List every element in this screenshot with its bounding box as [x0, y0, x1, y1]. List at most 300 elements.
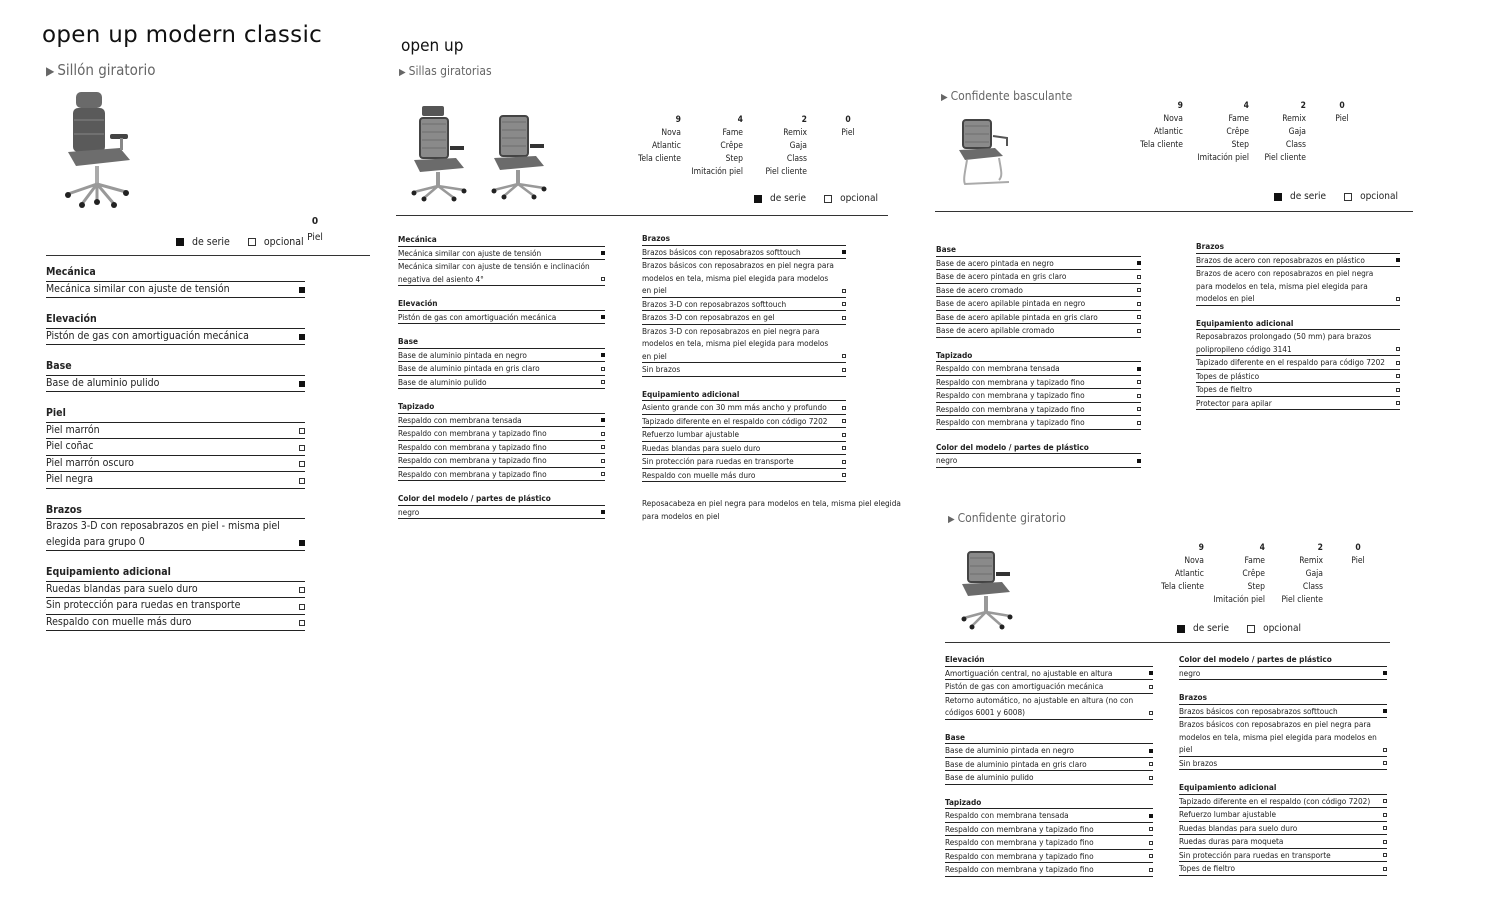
optional-marker-icon — [1383, 867, 1387, 871]
spec-row — [1179, 757, 1387, 771]
spec-item-text: Base de aluminio pulido — [398, 376, 487, 387]
price-name: Crêpe — [1226, 127, 1249, 137]
optional-marker-icon — [299, 620, 305, 626]
subtitle-basculante — [941, 89, 1072, 103]
spec-row — [46, 615, 305, 632]
spec-section-title: Color del modelo / partes de plástico — [398, 492, 605, 506]
optional-marker-icon — [842, 354, 846, 358]
spec-item-text: Sin protección para ruedas en transporte — [642, 456, 794, 466]
triangle-icon: ▶ — [399, 67, 406, 78]
optional-marker-icon — [299, 604, 305, 610]
spec-row — [945, 758, 1153, 772]
price-count: 0 — [311, 216, 319, 227]
spec-section — [642, 232, 846, 377]
spec-row — [398, 376, 605, 390]
spec-item-text: Brazos 3-D con reposabrazos softtouch — [642, 298, 787, 309]
spec-section-title: Brazos — [46, 503, 305, 520]
subtitle-text: Sillas giratorias — [408, 64, 492, 78]
spec-item-text: Topes de plástico — [1196, 370, 1260, 381]
price-count: 4 — [1243, 101, 1249, 111]
spec-row — [945, 680, 1153, 694]
spec-item-text: Respaldo con membrana y tapizado fino — [936, 376, 1085, 387]
spec-item-text: Respaldo con muelle más duro — [642, 469, 756, 480]
spec-row — [642, 401, 846, 415]
spec-item-text: Base de acero apilable cromado — [936, 325, 1055, 335]
optional-marker-icon — [1383, 799, 1387, 803]
spec-row — [1179, 849, 1387, 863]
triangle-icon: ▶ — [948, 514, 955, 525]
spec-item-text: Brazos 3-D con reposabrazos en piel negra para modelos en tela, misma piel elegida para modelos en piel — [642, 325, 829, 361]
optional-marker-icon — [601, 277, 605, 281]
price-group-0 — [1346, 542, 1370, 568]
spec-row — [936, 257, 1141, 271]
specs-modern-classic — [46, 265, 305, 631]
price-count: 9 — [675, 115, 681, 125]
price-name: Crêpe — [720, 141, 743, 151]
price-name: Step — [725, 154, 743, 164]
price-group-9 — [1127, 100, 1183, 152]
standard-marker-icon — [1177, 625, 1185, 633]
spec-row — [46, 329, 305, 346]
triangle-icon: ▶ — [46, 64, 55, 78]
optional-marker-icon — [842, 302, 846, 306]
optional-marker-icon — [824, 195, 832, 203]
spec-row — [46, 439, 305, 456]
header-rule — [935, 211, 1413, 212]
spec-item-text: Respaldo con membrana y tapizado fino — [398, 455, 547, 465]
standard-marker-icon — [176, 238, 184, 246]
price-name: Crêpe — [1242, 569, 1265, 579]
standard-marker-icon — [1396, 258, 1400, 262]
optional-marker-icon — [299, 587, 305, 593]
optional-marker-icon — [1149, 762, 1153, 766]
optional-marker-icon — [842, 289, 846, 293]
standard-marker-icon — [299, 381, 305, 387]
spec-item-text: Piel marrón oscuro — [46, 456, 134, 469]
spec-item-text: Respaldo con membrana y tapizado fino — [945, 864, 1094, 874]
spec-item-text: negro — [1179, 667, 1201, 678]
standard-marker-icon — [1149, 814, 1153, 818]
standard-marker-icon — [299, 334, 305, 340]
optional-marker-icon — [1383, 853, 1387, 857]
optional-marker-icon — [1137, 288, 1141, 292]
spec-item-text: Base de aluminio pulido — [945, 772, 1034, 782]
spec-row — [945, 823, 1153, 837]
sillas-title: open up — [401, 36, 464, 56]
spec-section — [1196, 240, 1400, 306]
spec-item-text: Sin protección para ruedas en transporte — [46, 599, 241, 611]
spec-item-text: Brazos básicos con reposabrazos softtouch — [1179, 705, 1338, 716]
optional-marker-icon — [1396, 297, 1400, 301]
spec-item-text: Amortiguación central, no ajustable en altura — [945, 667, 1113, 678]
optional-marker-icon — [1396, 347, 1400, 351]
header-rule — [396, 215, 888, 216]
header-rule — [945, 642, 1390, 643]
specs-confidente-giratorio-col2 — [1179, 653, 1387, 876]
spec-section-title: Tapizado — [936, 349, 1141, 363]
spec-item-text: Piel coñac — [46, 440, 94, 452]
optional-marker-icon — [1396, 388, 1400, 392]
optional-marker-icon — [842, 419, 846, 423]
price-name: Piel — [307, 232, 323, 243]
spec-item-text: Protector para apilar — [1196, 397, 1272, 408]
spec-row — [398, 414, 605, 428]
optional-marker-icon — [1137, 275, 1141, 279]
spec-section-title: Tapizado — [398, 400, 605, 414]
spec-item-text: Respaldo con membrana tensada — [945, 810, 1069, 820]
spec-item-text: Respaldo con membrana y tapizado fino — [936, 403, 1085, 414]
optional-marker-icon — [1396, 374, 1400, 378]
spec-section — [945, 796, 1153, 877]
spec-item-text: Brazos 3-D con reposabrazos en piel - misma piel elegida para grupo 0 — [46, 520, 280, 548]
spec-item-text: Piel marrón — [46, 423, 100, 436]
price-name: Imitación piel — [1197, 153, 1249, 163]
price-name: Tela cliente — [638, 154, 681, 164]
subtitle-sillon — [46, 61, 155, 79]
optional-marker-icon — [1247, 625, 1255, 633]
optional-marker-icon — [1344, 193, 1352, 201]
spec-section-title: Elevación — [46, 312, 305, 329]
optional-marker-icon — [1383, 748, 1387, 752]
optional-marker-icon — [601, 432, 605, 436]
spec-section-title: Piel — [46, 406, 305, 423]
standard-marker-icon — [1149, 749, 1153, 753]
spec-section-title: Tapizado — [945, 796, 1153, 810]
spec-item-text: Base de acero apilable pintada en negro — [936, 298, 1086, 308]
price-count: 4 — [737, 115, 743, 125]
price-count: 2 — [801, 115, 807, 125]
spec-item-text: Respaldo con membrana y tapizado fino — [945, 823, 1094, 834]
optional-marker-icon — [299, 428, 305, 434]
optional-marker-icon — [299, 478, 305, 484]
price-name: Fame — [1228, 114, 1249, 124]
standard-marker-icon — [1383, 671, 1387, 675]
spec-row — [1196, 330, 1400, 356]
spec-item-text: Base de acero cromado — [936, 284, 1023, 295]
spec-item-text: Pistón de gas con amortiguación mecánica — [398, 311, 557, 322]
spec-section-title: Mecánica — [46, 265, 305, 282]
spec-item-text: Base de acero apilable pintada en gris claro — [936, 311, 1098, 322]
optional-marker-icon — [842, 368, 846, 372]
price-count: 0 — [1355, 543, 1361, 553]
optional-marker-icon — [1137, 302, 1141, 306]
spec-section-title: Mecánica — [398, 233, 605, 247]
chair-image-cantilever — [955, 116, 1015, 190]
spec-item-text: Respaldo con membrana y tapizado fino — [945, 837, 1094, 847]
spec-row — [398, 427, 605, 441]
spec-item-text: Respaldo con membrana y tapizado fino — [398, 428, 547, 438]
price-name: Piel cliente — [1264, 153, 1306, 163]
optional-marker-icon — [1149, 841, 1153, 845]
spec-item-text: Ruedas blandas para suelo duro — [1179, 822, 1298, 833]
optional-marker-icon — [601, 380, 605, 384]
spec-section-title: Elevación — [945, 653, 1153, 667]
legend-optional: opcional — [263, 236, 304, 248]
spec-item-text: Sin brazos — [642, 364, 681, 374]
chair-image-executive — [60, 88, 135, 210]
spec-row — [945, 667, 1153, 681]
spec-row — [398, 260, 605, 286]
spec-section — [398, 400, 605, 481]
header-rule — [46, 255, 370, 256]
subtitle-text: Sillón giratorio — [57, 61, 156, 79]
spec-row — [1179, 795, 1387, 809]
price-name: Piel — [841, 128, 855, 138]
spec-row — [642, 415, 846, 429]
spec-item-text: Tapizado diferente en el respaldo con código 7202 — [642, 415, 828, 426]
spec-item-text: negro — [398, 506, 420, 517]
spec-item-text: Reposabrazos prolongado (50 mm) para brazos polipropileno código 3141 — [1196, 331, 1372, 354]
spec-item-text: Tapizado diferente en el respaldo para código 7202 — [1196, 357, 1385, 367]
spec-section — [398, 492, 605, 519]
spec-section-title: Equipamiento adicional — [1196, 317, 1400, 331]
standard-marker-icon — [1137, 367, 1141, 371]
spec-row — [398, 468, 605, 482]
spec-row — [1179, 808, 1387, 822]
spec-row — [945, 771, 1153, 785]
legend — [1173, 623, 1315, 634]
price-name: Class — [1285, 140, 1306, 150]
legend — [1270, 191, 1412, 202]
spec-section-title: Base — [398, 335, 605, 349]
spec-row — [46, 519, 305, 551]
optional-marker-icon — [1149, 711, 1153, 715]
spec-section — [1179, 781, 1387, 876]
price-name: Fame — [722, 128, 743, 138]
spec-row — [945, 863, 1153, 877]
optional-marker-icon — [1137, 421, 1141, 425]
subtitle-confidente-giratorio — [948, 511, 1066, 525]
spec-section-title: Color del modelo / partes de plástico — [1179, 653, 1387, 667]
spec-item-text: Respaldo con membrana tensada — [936, 363, 1060, 373]
standard-marker-icon — [601, 510, 605, 514]
price-name: Class — [1302, 582, 1323, 592]
legend — [172, 236, 318, 248]
spec-row — [936, 324, 1141, 338]
spec-item-text: Base de aluminio pintada en gris claro — [398, 363, 540, 373]
chair-image-mesh-low — [488, 112, 550, 202]
price-name: Remix — [783, 128, 807, 138]
legend-standard: de serie — [1193, 623, 1230, 634]
spec-item-text: Brazos de acero con reposabrazos en piel negra para modelos en tela, misma piel elegida para modelos en piel — [1196, 268, 1374, 303]
spec-item-text: Mecánica similar con ajuste de tensión — [398, 247, 542, 258]
spec-row — [46, 472, 305, 489]
spec-row — [936, 284, 1141, 298]
optional-marker-icon — [1383, 813, 1387, 817]
spec-section — [46, 503, 305, 552]
spec-item-text: Base de aluminio pintada en negro — [945, 745, 1074, 755]
spec-row — [936, 270, 1141, 284]
spec-row — [1179, 718, 1387, 757]
price-group-0 — [1330, 100, 1354, 126]
standard-marker-icon — [1137, 261, 1141, 265]
price-group-2 — [1256, 100, 1306, 165]
spec-section-title: Base — [936, 243, 1141, 257]
optional-marker-icon — [1137, 394, 1141, 398]
price-group-4 — [1205, 542, 1265, 607]
spec-item-text: Respaldo con membrana y tapizado fino — [936, 417, 1085, 427]
standard-marker-icon — [1149, 671, 1153, 675]
spec-section — [642, 388, 846, 483]
chair-image-visitor-swivel — [958, 548, 1016, 632]
spec-row — [398, 311, 605, 325]
standard-marker-icon — [1137, 459, 1141, 463]
optional-marker-icon — [842, 433, 846, 437]
spec-row — [936, 297, 1141, 311]
price-name: Atlantic — [1153, 127, 1183, 137]
specs-confidente-giratorio-col1 — [945, 653, 1153, 877]
price-name: Class — [786, 154, 807, 164]
standard-marker-icon — [601, 315, 605, 319]
spec-section — [936, 441, 1141, 468]
standard-marker-icon — [842, 250, 846, 254]
standard-marker-icon — [754, 195, 762, 203]
spec-row — [398, 247, 605, 261]
spec-item-text: negro — [936, 455, 958, 465]
spec-item-text: Mecánica similar con ajuste de tensión — [46, 282, 230, 295]
spec-item-text: Pistón de gas con amortiguación mecánica — [945, 681, 1104, 691]
price-group-9 — [625, 114, 681, 166]
spec-section-title: Equipamiento adicional — [1179, 781, 1387, 795]
spec-item-text: Base de acero pintada en negro — [936, 257, 1054, 268]
optional-marker-icon — [601, 459, 605, 463]
spec-row — [936, 416, 1141, 430]
spec-item-text: Brazos básicos con reposabrazos en piel negra para modelos en tela, misma piel elegida para modelos en piel — [1179, 719, 1377, 754]
spec-row — [1196, 397, 1400, 411]
price-name: Nova — [1163, 114, 1183, 124]
spec-item-text: Retorno automático, no ajustable en altura (no con códigos 6001 y 6008) — [945, 694, 1134, 717]
spec-row — [642, 442, 846, 456]
optional-marker-icon — [601, 472, 605, 476]
price-count: 9 — [1198, 543, 1204, 553]
spec-item-text: Respaldo con membrana y tapizado fino — [398, 468, 547, 479]
optional-marker-icon — [601, 445, 605, 449]
spec-item-text: Topes de fieltro — [1179, 863, 1236, 873]
price-name: Tela cliente — [1161, 582, 1204, 592]
price-name: Piel — [1351, 556, 1365, 566]
spec-section — [398, 297, 605, 324]
standard-marker-icon — [601, 418, 605, 422]
optional-marker-icon — [842, 473, 846, 477]
spec-item-text: Ruedas blandas para suelo duro — [46, 582, 198, 595]
spec-row — [945, 850, 1153, 864]
specs-basculante-col1 — [936, 243, 1141, 468]
spec-section — [398, 233, 605, 286]
subtitle-text: Confidente giratorio — [957, 511, 1066, 525]
spec-row — [936, 311, 1141, 325]
optional-marker-icon — [1383, 826, 1387, 830]
price-name: Step — [1231, 140, 1249, 150]
standard-marker-icon — [1383, 709, 1387, 713]
optional-marker-icon — [1149, 827, 1153, 831]
spec-row — [398, 362, 605, 376]
price-name: Gaja — [789, 141, 807, 151]
standard-marker-icon — [601, 353, 605, 357]
spec-section — [46, 565, 305, 631]
price-name: Piel cliente — [1281, 595, 1323, 605]
legend-optional: opcional — [1360, 191, 1398, 202]
page-title: open up modern classic — [42, 22, 323, 48]
spec-section-title: Brazos — [1179, 691, 1387, 705]
legend-standard: de serie — [1290, 191, 1327, 202]
spec-section-title: Equipamiento adicional — [642, 388, 846, 402]
spec-row — [1179, 835, 1387, 849]
specs-sillas-col2 — [642, 232, 846, 482]
spec-item-text: Respaldo con membrana y tapizado fino — [398, 441, 547, 452]
standard-marker-icon — [601, 251, 605, 255]
spec-row — [398, 506, 605, 520]
optional-marker-icon — [842, 446, 846, 450]
spec-item-text: Base de aluminio pulido — [46, 376, 160, 389]
spec-section — [1179, 653, 1387, 680]
optional-marker-icon — [1149, 868, 1153, 872]
optional-marker-icon — [842, 460, 846, 464]
optional-marker-icon — [1383, 761, 1387, 765]
spec-row — [1179, 667, 1387, 681]
optional-marker-icon — [1396, 401, 1400, 405]
spec-row — [1196, 254, 1400, 268]
price-name: Gaja — [1288, 127, 1306, 137]
spec-item-text: Sin brazos — [1179, 757, 1218, 768]
subtitle-text: Confidente basculante — [950, 89, 1073, 103]
price-name: Imitación piel — [691, 167, 743, 177]
spec-item-text: Topes de fieltro — [1196, 384, 1253, 394]
spec-item-text: Brazos básicos con reposabrazos en piel negra para modelos en tela, misma piel elegida para modelos en piel — [642, 260, 834, 295]
price-name: Remix — [1299, 556, 1323, 566]
spec-section — [945, 653, 1153, 720]
spec-row — [642, 246, 846, 260]
spec-section — [46, 312, 305, 345]
spec-row — [46, 423, 305, 440]
optional-marker-icon — [1149, 776, 1153, 780]
price-name: Nova — [661, 128, 681, 138]
optional-marker-icon — [1137, 407, 1141, 411]
spec-section-title: Base — [945, 731, 1153, 745]
price-name: Gaja — [1305, 569, 1323, 579]
sillas-note: Reposacabeza en piel negra para modelos en tela, misma piel elegida para modelos en piel — [642, 498, 901, 521]
spec-row — [936, 389, 1141, 403]
spec-row — [46, 582, 305, 599]
spec-item-text: Brazos básicos con reposabrazos softtouch — [642, 246, 801, 257]
spec-section — [945, 731, 1153, 785]
optional-marker-icon — [1396, 361, 1400, 365]
chair-image-mesh-high — [408, 102, 470, 202]
spec-row — [1196, 370, 1400, 384]
spec-item-text: Mecánica similar con ajuste de tensión e inclinación negativa del asiento 4° — [398, 261, 590, 284]
spec-item-text: Refuerzo lumbar ajustable — [1179, 809, 1276, 819]
spec-item-text: Asiento grande con 30 mm más ancho y profundo — [642, 402, 827, 412]
price-name: Atlantic — [1174, 569, 1204, 579]
spec-section — [936, 243, 1141, 338]
standard-marker-icon — [299, 540, 305, 546]
spec-row — [398, 454, 605, 468]
optional-marker-icon — [248, 238, 256, 246]
spec-section — [1196, 317, 1400, 411]
legend-optional: opcional — [1263, 623, 1301, 634]
spec-item-text: Brazos 3-D con reposabrazos en gel — [642, 312, 775, 322]
spec-section-title: Elevación — [398, 297, 605, 311]
spec-row — [936, 376, 1141, 390]
legend-optional: opcional — [840, 193, 878, 204]
optional-marker-icon — [1149, 854, 1153, 858]
spec-item-text: Respaldo con muelle más duro — [46, 615, 192, 628]
spec-item-text: Respaldo con membrana tensada — [398, 414, 522, 425]
legend-standard: de serie — [770, 193, 807, 204]
spec-row — [642, 455, 846, 469]
spec-row — [1196, 356, 1400, 370]
price-name: Atlantic — [651, 141, 681, 151]
triangle-icon: ▶ — [941, 92, 948, 103]
